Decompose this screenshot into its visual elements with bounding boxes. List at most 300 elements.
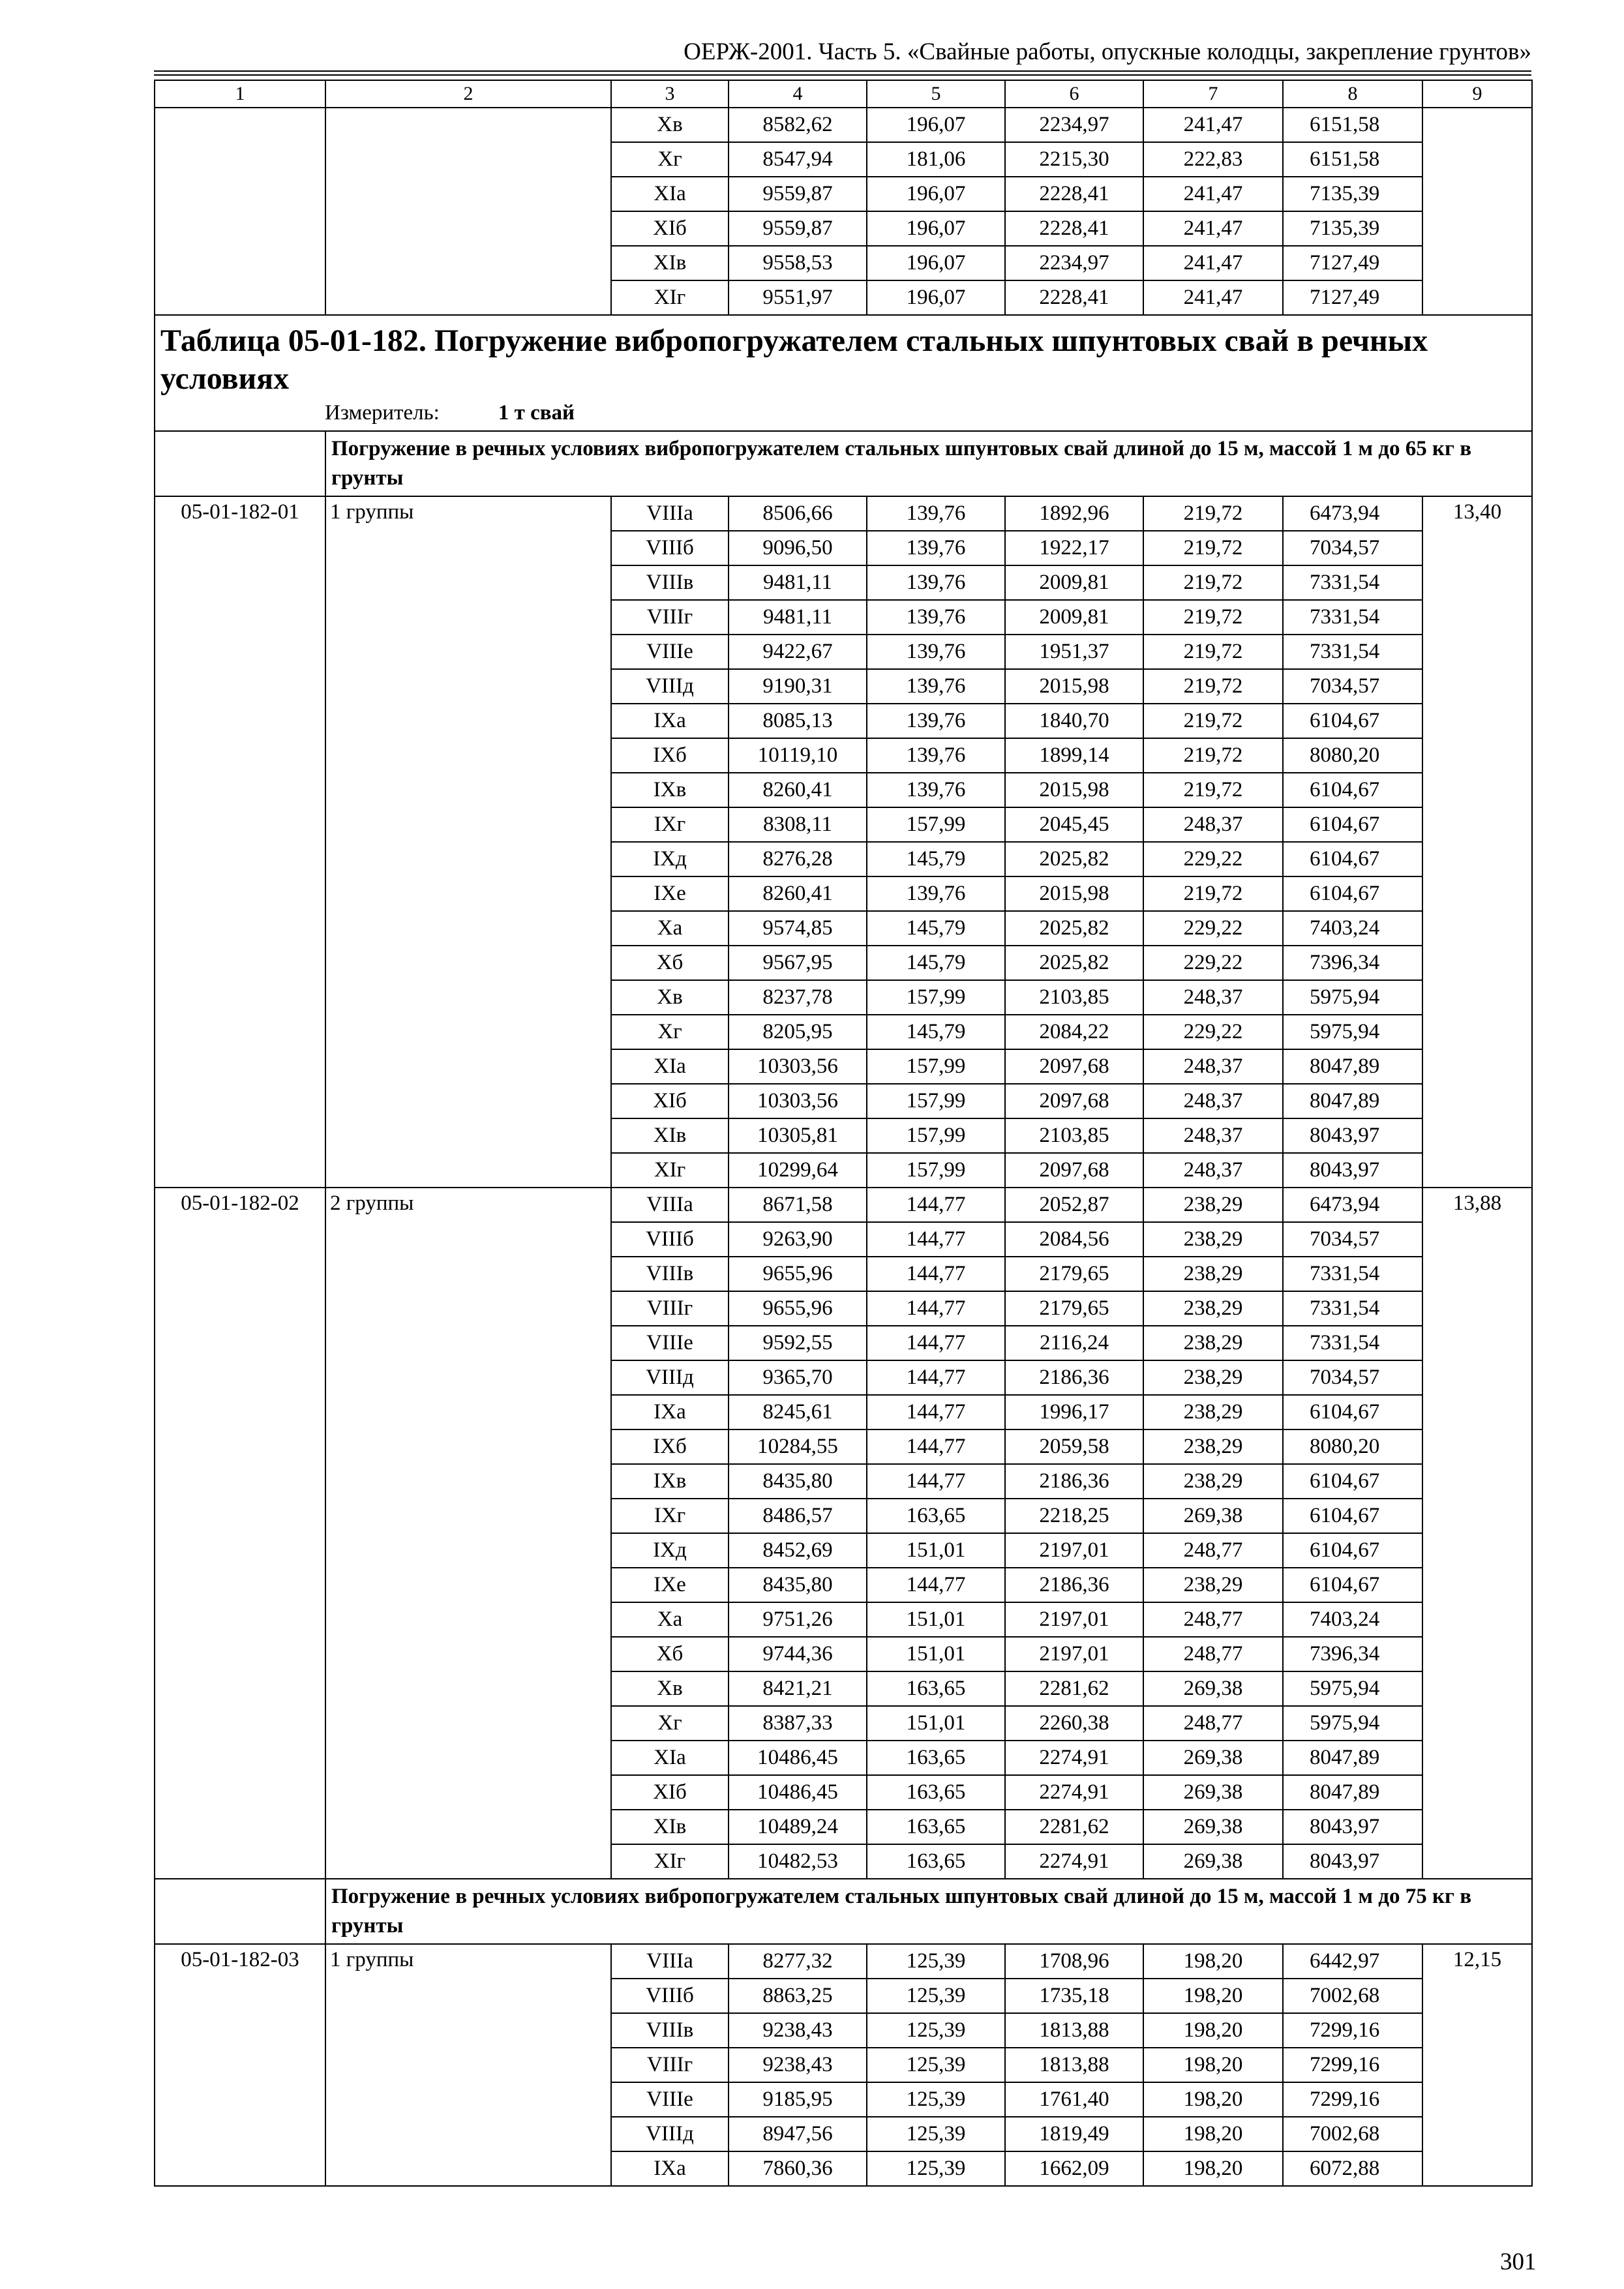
value-cell: 1892,96 xyxy=(1005,496,1143,531)
value-cell: 248,37 xyxy=(1143,1049,1283,1084)
value-cell: 145,79 xyxy=(867,1015,1005,1049)
value-cell: 7331,54 xyxy=(1283,1326,1422,1360)
value-cell: 2281,62 xyxy=(1005,1671,1143,1706)
description-cell: 1 группы xyxy=(325,496,611,1188)
value-cell: 125,39 xyxy=(867,1979,1005,2013)
value-cell: 2025,82 xyxy=(1005,911,1143,946)
value-cell: 2186,36 xyxy=(1005,1360,1143,1395)
value-cell: 2097,68 xyxy=(1005,1049,1143,1084)
value-cell: 198,20 xyxy=(1143,2082,1283,2117)
value-cell: 8245,61 xyxy=(729,1395,867,1429)
value-cell: 2197,01 xyxy=(1005,1602,1143,1637)
value-cell: 9558,53 xyxy=(729,246,867,280)
value-cell: Xa xyxy=(611,911,729,946)
value-cell: 9365,70 xyxy=(729,1360,867,1395)
value-cell: Xг xyxy=(611,1015,729,1049)
value-cell: 163,65 xyxy=(867,1741,1005,1775)
value-cell: 163,65 xyxy=(867,1844,1005,1879)
value-cell: 2228,41 xyxy=(1005,280,1143,315)
value-cell: 145,79 xyxy=(867,946,1005,980)
header-rule-secondary xyxy=(154,74,1531,76)
value-cell: 219,72 xyxy=(1143,565,1283,600)
meter-line xyxy=(160,398,1526,428)
value-cell: 139,76 xyxy=(867,565,1005,600)
value-cell: 139,76 xyxy=(867,669,1005,704)
value-cell: 248,37 xyxy=(1143,807,1283,842)
value-cell: 8435,80 xyxy=(729,1568,867,1602)
value-cell: 219,72 xyxy=(1143,669,1283,704)
page-number: 301 xyxy=(1500,2249,1537,2275)
value-cell: Xб xyxy=(611,1637,729,1671)
value-cell: VIIIг xyxy=(611,1291,729,1326)
meter-label: Измеритель: xyxy=(325,401,440,425)
value-cell: XIa xyxy=(611,1049,729,1084)
value-cell: 2045,45 xyxy=(1005,807,1143,842)
value-cell: VIIIa xyxy=(611,496,729,531)
value-cell: 248,37 xyxy=(1143,1153,1283,1188)
value-cell: VIIIд xyxy=(611,669,729,704)
value-cell: 5975,94 xyxy=(1283,1706,1422,1741)
value-cell: 145,79 xyxy=(867,842,1005,876)
meter-value: 1 т свай xyxy=(498,401,575,425)
value-cell: 241,47 xyxy=(1143,246,1283,280)
table-title-row xyxy=(155,315,1532,431)
value-cell: 9551,97 xyxy=(729,280,867,315)
value-cell: 238,29 xyxy=(1143,1395,1283,1429)
value-cell: 144,77 xyxy=(867,1464,1005,1499)
value-cell: 10305,81 xyxy=(729,1118,867,1153)
value-cell: 157,99 xyxy=(867,807,1005,842)
value-cell: 7331,54 xyxy=(1283,600,1422,635)
value-cell: 8043,97 xyxy=(1283,1153,1422,1188)
value-cell: XIв xyxy=(611,1810,729,1844)
table-title-cell xyxy=(155,315,1532,431)
value-cell: 144,77 xyxy=(867,1429,1005,1464)
value-cell: 8047,89 xyxy=(1283,1049,1422,1084)
value-cell: 2186,36 xyxy=(1005,1464,1143,1499)
norm-cell: 13,40 xyxy=(1422,496,1532,1188)
value-cell: 8387,33 xyxy=(729,1706,867,1741)
value-cell: 10486,45 xyxy=(729,1775,867,1810)
value-cell: 7135,39 xyxy=(1283,211,1422,246)
value-cell: 9263,90 xyxy=(729,1222,867,1257)
table-row xyxy=(155,1188,1532,1222)
value-cell: Xв xyxy=(611,1671,729,1706)
value-cell: 2186,36 xyxy=(1005,1568,1143,1602)
value-cell: 151,01 xyxy=(867,1602,1005,1637)
value-cell: 7034,57 xyxy=(1283,531,1422,565)
value-cell: 9567,95 xyxy=(729,946,867,980)
value-cell: 2015,98 xyxy=(1005,876,1143,911)
value-cell: 8237,78 xyxy=(729,980,867,1015)
value-cell: 2274,91 xyxy=(1005,1741,1143,1775)
value-cell: IXa xyxy=(611,2151,729,2186)
value-cell: 1819,49 xyxy=(1005,2117,1143,2151)
value-cell: 7299,16 xyxy=(1283,2048,1422,2082)
value-cell: 7860,36 xyxy=(729,2151,867,2186)
value-cell: 9744,36 xyxy=(729,1637,867,1671)
value-cell: 10119,10 xyxy=(729,738,867,773)
value-cell: VIIIд xyxy=(611,1360,729,1395)
value-cell: 1813,88 xyxy=(1005,2013,1143,2048)
norm-cell: 12,15 xyxy=(1422,1944,1532,2186)
value-cell: 163,65 xyxy=(867,1671,1005,1706)
value-cell: 198,20 xyxy=(1143,2117,1283,2151)
value-cell: 8421,21 xyxy=(729,1671,867,1706)
value-cell: 2009,81 xyxy=(1005,600,1143,635)
value-cell: 238,29 xyxy=(1143,1429,1283,1464)
value-cell: 151,01 xyxy=(867,1637,1005,1671)
value-cell: 10303,56 xyxy=(729,1049,867,1084)
value-cell: 151,01 xyxy=(867,1533,1005,1568)
value-cell: 5975,94 xyxy=(1283,1015,1422,1049)
value-cell: 9481,11 xyxy=(729,600,867,635)
value-cell: 7034,57 xyxy=(1283,669,1422,704)
rates-table xyxy=(154,80,1533,2187)
value-cell: 2009,81 xyxy=(1005,565,1143,600)
value-cell: 7135,39 xyxy=(1283,177,1422,211)
value-cell: 144,77 xyxy=(867,1257,1005,1291)
value-cell: IXг xyxy=(611,1499,729,1533)
value-cell: VIIIe xyxy=(611,2082,729,2117)
value-cell: 2197,01 xyxy=(1005,1637,1143,1671)
value-cell: 157,99 xyxy=(867,1084,1005,1118)
value-cell: 269,38 xyxy=(1143,1499,1283,1533)
value-cell: 7403,24 xyxy=(1283,911,1422,946)
value-cell: 151,01 xyxy=(867,1706,1005,1741)
value-cell: XIв xyxy=(611,246,729,280)
value-cell: 9751,26 xyxy=(729,1602,867,1637)
norm-cell xyxy=(1422,108,1532,315)
table-row xyxy=(155,1944,1532,1979)
value-cell: 2084,56 xyxy=(1005,1222,1143,1257)
value-cell: 1922,17 xyxy=(1005,531,1143,565)
value-cell: 9655,96 xyxy=(729,1257,867,1291)
value-cell: Xв xyxy=(611,980,729,1015)
value-cell: 238,29 xyxy=(1143,1257,1283,1291)
value-cell: 2097,68 xyxy=(1005,1084,1143,1118)
value-cell: 2281,62 xyxy=(1005,1810,1143,1844)
value-cell: IXг xyxy=(611,807,729,842)
value-cell: 7034,57 xyxy=(1283,1360,1422,1395)
value-cell: 6151,58 xyxy=(1283,142,1422,177)
value-cell: 269,38 xyxy=(1143,1671,1283,1706)
value-cell: 2228,41 xyxy=(1005,211,1143,246)
value-cell: 196,07 xyxy=(867,177,1005,211)
value-cell: XIг xyxy=(611,1844,729,1879)
value-cell: VIIIг xyxy=(611,600,729,635)
value-cell: 2260,38 xyxy=(1005,1706,1143,1741)
value-cell: 125,39 xyxy=(867,2151,1005,2186)
value-cell: 144,77 xyxy=(867,1326,1005,1360)
value-cell: IXe xyxy=(611,1568,729,1602)
value-cell: 125,39 xyxy=(867,1944,1005,1979)
value-cell: 145,79 xyxy=(867,911,1005,946)
value-cell: 2234,97 xyxy=(1005,246,1143,280)
value-cell: 9190,31 xyxy=(729,669,867,704)
value-cell: 2103,85 xyxy=(1005,980,1143,1015)
value-cell: IXa xyxy=(611,704,729,738)
value-cell: 9238,43 xyxy=(729,2048,867,2082)
value-cell: 241,47 xyxy=(1143,211,1283,246)
column-number: 7 xyxy=(1143,80,1283,108)
value-cell: 8205,95 xyxy=(729,1015,867,1049)
value-cell: 6473,94 xyxy=(1283,496,1422,531)
value-cell: 7127,49 xyxy=(1283,280,1422,315)
value-cell: 8085,13 xyxy=(729,704,867,738)
value-cell: 219,72 xyxy=(1143,773,1283,807)
value-cell: 229,22 xyxy=(1143,946,1283,980)
value-cell: Xг xyxy=(611,1706,729,1741)
value-cell: 8435,80 xyxy=(729,1464,867,1499)
value-cell: 196,07 xyxy=(867,280,1005,315)
value-cell: 6104,67 xyxy=(1283,1395,1422,1429)
value-cell: IXб xyxy=(611,738,729,773)
value-cell: 8582,62 xyxy=(729,108,867,142)
value-cell: 198,20 xyxy=(1143,2048,1283,2082)
value-cell: 139,76 xyxy=(867,600,1005,635)
value-cell: 144,77 xyxy=(867,1360,1005,1395)
value-cell: IXб xyxy=(611,1429,729,1464)
value-cell: 198,20 xyxy=(1143,2151,1283,2186)
value-cell: 1708,96 xyxy=(1005,1944,1143,1979)
value-cell: 157,99 xyxy=(867,1118,1005,1153)
value-cell: 139,76 xyxy=(867,704,1005,738)
value-cell: IXд xyxy=(611,842,729,876)
value-cell: 248,77 xyxy=(1143,1706,1283,1741)
value-cell: 248,37 xyxy=(1143,1118,1283,1153)
value-cell: 269,38 xyxy=(1143,1741,1283,1775)
value-cell: 9574,85 xyxy=(729,911,867,946)
value-cell: 2116,24 xyxy=(1005,1326,1143,1360)
value-cell: 222,83 xyxy=(1143,142,1283,177)
column-number: 5 xyxy=(867,80,1005,108)
value-cell: 248,77 xyxy=(1143,1533,1283,1568)
value-cell: Xг xyxy=(611,142,729,177)
description-cell: 2 группы xyxy=(325,1188,611,1879)
value-cell: 2274,91 xyxy=(1005,1844,1143,1879)
value-cell: 139,76 xyxy=(867,738,1005,773)
value-cell: 7331,54 xyxy=(1283,1257,1422,1291)
value-cell: 6473,94 xyxy=(1283,1188,1422,1222)
value-cell: 2218,25 xyxy=(1005,1499,1143,1533)
value-cell: 2059,58 xyxy=(1005,1429,1143,1464)
value-cell: 2052,87 xyxy=(1005,1188,1143,1222)
value-cell: 1813,88 xyxy=(1005,2048,1143,2082)
value-cell: 1899,14 xyxy=(1005,738,1143,773)
value-cell: IXв xyxy=(611,773,729,807)
value-cell: 7299,16 xyxy=(1283,2013,1422,2048)
code-cell: 05-01-182-01 xyxy=(155,496,325,1188)
code-cell: 05-01-182-02 xyxy=(155,1188,325,1879)
value-cell: 10486,45 xyxy=(729,1741,867,1775)
value-cell: 229,22 xyxy=(1143,842,1283,876)
value-cell: 144,77 xyxy=(867,1291,1005,1326)
code-cell xyxy=(155,108,325,315)
value-cell: 2197,01 xyxy=(1005,1533,1143,1568)
value-cell: 125,39 xyxy=(867,2013,1005,2048)
value-cell: 219,72 xyxy=(1143,704,1283,738)
value-cell: VIIIд xyxy=(611,2117,729,2151)
value-cell: 6104,67 xyxy=(1283,807,1422,842)
value-cell: XIб xyxy=(611,211,729,246)
header-rule xyxy=(154,70,1531,72)
value-cell: VIIIa xyxy=(611,1944,729,1979)
value-cell: 10299,64 xyxy=(729,1153,867,1188)
value-cell: 229,22 xyxy=(1143,1015,1283,1049)
value-cell: 219,72 xyxy=(1143,738,1283,773)
value-cell: 2015,98 xyxy=(1005,773,1143,807)
value-cell: 7396,34 xyxy=(1283,1637,1422,1671)
value-cell: VIIIe xyxy=(611,635,729,669)
value-cell: VIIIв xyxy=(611,2013,729,2048)
section-heading-row xyxy=(155,431,1532,496)
value-cell: 1662,09 xyxy=(1005,2151,1143,2186)
value-cell: XIб xyxy=(611,1084,729,1118)
value-cell: 5975,94 xyxy=(1283,980,1422,1015)
value-cell: IXa xyxy=(611,1395,729,1429)
value-cell: 7331,54 xyxy=(1283,565,1422,600)
value-cell: 241,47 xyxy=(1143,108,1283,142)
value-cell: 2025,82 xyxy=(1005,842,1143,876)
value-cell: 6104,67 xyxy=(1283,1499,1422,1533)
value-cell: 1996,17 xyxy=(1005,1395,1143,1429)
value-cell: 7403,24 xyxy=(1283,1602,1422,1637)
value-cell: 248,77 xyxy=(1143,1602,1283,1637)
value-cell: VIIIe xyxy=(611,1326,729,1360)
value-cell: 2084,22 xyxy=(1005,1015,1143,1049)
value-cell: 1840,70 xyxy=(1005,704,1143,738)
value-cell: 8947,56 xyxy=(729,2117,867,2151)
value-cell: 269,38 xyxy=(1143,1844,1283,1879)
value-cell: 238,29 xyxy=(1143,1464,1283,1499)
value-cell: 8863,25 xyxy=(729,1979,867,2013)
column-number: 6 xyxy=(1005,80,1143,108)
value-cell: 238,29 xyxy=(1143,1568,1283,1602)
value-cell: 269,38 xyxy=(1143,1810,1283,1844)
value-cell: 157,99 xyxy=(867,1049,1005,1084)
value-cell: 8080,20 xyxy=(1283,1429,1422,1464)
value-cell: 139,76 xyxy=(867,635,1005,669)
column-number-row xyxy=(155,80,1532,108)
value-cell: 7396,34 xyxy=(1283,946,1422,980)
value-cell: 6104,67 xyxy=(1283,1464,1422,1499)
value-cell: 196,07 xyxy=(867,211,1005,246)
value-cell: 8452,69 xyxy=(729,1533,867,1568)
value-cell: XIг xyxy=(611,280,729,315)
value-cell: 6442,97 xyxy=(1283,1944,1422,1979)
value-cell: 139,76 xyxy=(867,531,1005,565)
value-cell: 2015,98 xyxy=(1005,669,1143,704)
value-cell: 8260,41 xyxy=(729,876,867,911)
value-cell: 8277,32 xyxy=(729,1944,867,1979)
value-cell: 144,77 xyxy=(867,1395,1005,1429)
value-cell: 163,65 xyxy=(867,1810,1005,1844)
value-cell: 9559,87 xyxy=(729,177,867,211)
column-number: 9 xyxy=(1422,80,1532,108)
column-number: 2 xyxy=(325,80,611,108)
value-cell: VIIIa xyxy=(611,1188,729,1222)
value-cell: 10482,53 xyxy=(729,1844,867,1879)
empty-cell xyxy=(155,1879,325,1944)
value-cell: XIг xyxy=(611,1153,729,1188)
value-cell: 2274,91 xyxy=(1005,1775,1143,1810)
value-cell: 163,65 xyxy=(867,1499,1005,1533)
value-cell: 10303,56 xyxy=(729,1084,867,1118)
value-cell: 6104,67 xyxy=(1283,842,1422,876)
value-cell: 9096,50 xyxy=(729,531,867,565)
value-cell: Xб xyxy=(611,946,729,980)
value-cell: 144,77 xyxy=(867,1222,1005,1257)
description-cell: 1 группы xyxy=(325,1944,611,2186)
value-cell: 9238,43 xyxy=(729,2013,867,2048)
value-cell: 219,72 xyxy=(1143,600,1283,635)
value-cell: 139,76 xyxy=(867,876,1005,911)
table-row xyxy=(155,496,1532,531)
value-cell: 8547,94 xyxy=(729,142,867,177)
value-cell: 10489,24 xyxy=(729,1810,867,1844)
value-cell: 163,65 xyxy=(867,1775,1005,1810)
value-cell: 125,39 xyxy=(867,2082,1005,2117)
value-cell: 6072,88 xyxy=(1283,2151,1422,2186)
value-cell: 5975,94 xyxy=(1283,1671,1422,1706)
value-cell: 2234,97 xyxy=(1005,108,1143,142)
value-cell: XIa xyxy=(611,1741,729,1775)
value-cell: VIIIб xyxy=(611,1222,729,1257)
value-cell: 219,72 xyxy=(1143,496,1283,531)
section-heading: Погружение в речных условиях вибропогружателем стальных шпунтовых свай длиной до 15 м, массой 1 м до 65 кг в грунты xyxy=(325,431,1532,496)
value-cell: 229,22 xyxy=(1143,911,1283,946)
value-cell: VIIIб xyxy=(611,1979,729,2013)
value-cell: 7034,57 xyxy=(1283,1222,1422,1257)
value-cell: Xв xyxy=(611,108,729,142)
code-cell: 05-01-182-03 xyxy=(155,1944,325,2186)
value-cell: 2025,82 xyxy=(1005,946,1143,980)
value-cell: 1735,18 xyxy=(1005,1979,1143,2013)
value-cell: 238,29 xyxy=(1143,1222,1283,1257)
value-cell: 7127,49 xyxy=(1283,246,1422,280)
value-cell: 8308,11 xyxy=(729,807,867,842)
empty-cell xyxy=(155,431,325,496)
value-cell: 10284,55 xyxy=(729,1429,867,1464)
value-cell: 7002,68 xyxy=(1283,1979,1422,2013)
value-cell: 8043,97 xyxy=(1283,1118,1422,1153)
column-number: 1 xyxy=(155,80,325,108)
value-cell: 248,37 xyxy=(1143,980,1283,1015)
description-cell xyxy=(325,108,611,315)
value-cell: VIIIг xyxy=(611,2048,729,2082)
value-cell: 196,07 xyxy=(867,246,1005,280)
value-cell: 7331,54 xyxy=(1283,1291,1422,1326)
value-cell: XIa xyxy=(611,177,729,211)
column-number: 8 xyxy=(1283,80,1422,108)
norm-cell: 13,88 xyxy=(1422,1188,1532,1879)
value-cell: 219,72 xyxy=(1143,876,1283,911)
value-cell: 125,39 xyxy=(867,2048,1005,2082)
value-cell: 8043,97 xyxy=(1283,1844,1422,1879)
running-header: ОЕРЖ-2001. Часть 5. «Свайные работы, опускные колодцы, закрепление грунтов» xyxy=(684,38,1531,65)
value-cell: 9655,96 xyxy=(729,1291,867,1326)
value-cell: 6104,67 xyxy=(1283,773,1422,807)
value-cell: 2228,41 xyxy=(1005,177,1143,211)
value-cell: 8260,41 xyxy=(729,773,867,807)
value-cell: 238,29 xyxy=(1143,1291,1283,1326)
value-cell: 9592,55 xyxy=(729,1326,867,1360)
value-cell: 6104,67 xyxy=(1283,876,1422,911)
value-cell: 6104,67 xyxy=(1283,1533,1422,1568)
value-cell: 196,07 xyxy=(867,108,1005,142)
value-cell: 8047,89 xyxy=(1283,1741,1422,1775)
